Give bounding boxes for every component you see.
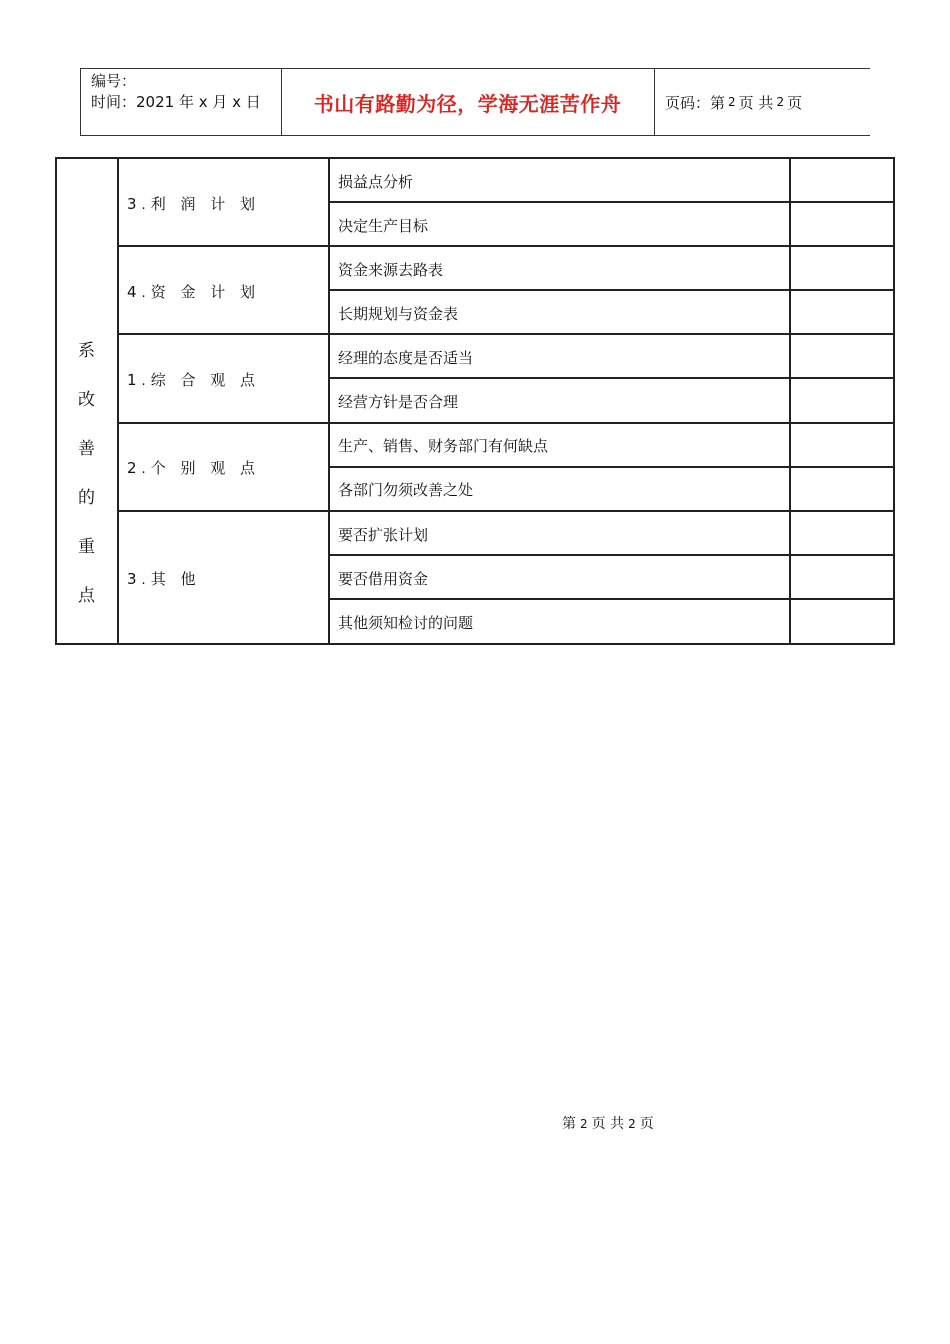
section-label-char: 点 [78,586,95,606]
checklist-item: 经营方针是否合理 [338,393,459,411]
footer-mid: 页 共 [591,1116,625,1132]
page-total: 2 [776,95,785,109]
group-label-overall-view: 1.综 合 观 点 [127,371,260,389]
section-label-char: 的 [78,488,95,508]
section-label-char: 改 [78,390,95,410]
grid-line [328,554,895,556]
page-prefix: 页码：第 [665,93,726,112]
header-divider [654,69,655,135]
header-meta [91,71,261,113]
section-label-char: 系 [78,341,95,361]
grid-line [117,245,895,247]
grid-line [328,289,895,291]
number-label: 编号： [91,72,137,90]
footer-current: 2 [580,1117,588,1131]
section-label-char: 重 [78,537,95,557]
checklist-item: 资金来源去路表 [338,261,444,279]
header-page-number [665,69,802,135]
grid-line [117,333,895,335]
checklist-item: 决定生产目标 [338,217,429,235]
checklist-item: 经理的态度是否适当 [338,349,474,367]
page-header [80,68,870,136]
checklist-item: 长期规划与资金表 [338,305,459,323]
page-footer [562,1113,654,1133]
checklist-item: 要否借用资金 [338,570,429,588]
grid-line [117,510,895,512]
date-label: 时间：2021 年 x 月 x 日 [91,93,261,111]
page-mid: 页 共 [738,93,774,112]
checklist-item: 各部门勿须改善之处 [338,481,474,499]
grid-line [789,157,791,645]
grid-line [55,643,895,645]
group-label-funding-plan: 4.资 金 计 划 [127,283,260,301]
footer-total: 2 [628,1117,636,1131]
grid-line [117,422,895,424]
checklist-table [55,157,895,645]
section-label-char: 善 [78,439,95,459]
grid-line [328,466,895,468]
grid-line [328,598,895,600]
group-label-profit-plan: 3.利 润 计 划 [127,195,260,213]
header-motto: 书山有路勤为径，学海无涯苦作舟 [313,91,622,116]
checklist-item: 其他须知检讨的问题 [338,614,474,632]
page-current: 2 [728,95,736,109]
grid-line [893,157,895,645]
grid-line [55,157,895,159]
group-label-other: 3.其 他 [127,570,201,588]
page-suffix: 页 [787,93,803,112]
grid-line [328,157,330,645]
checklist-item: 生产、销售、财务部门有何缺点 [338,437,549,455]
checklist-item: 损益点分析 [338,173,414,191]
section-label [55,327,118,621]
grid-line [328,201,895,203]
group-label-individual-view: 2.个 别 观 点 [127,459,260,477]
checklist-item: 要否扩张计划 [338,526,429,544]
footer-suffix: 页 [639,1116,654,1132]
grid-line [328,377,895,379]
footer-prefix: 第 [562,1116,576,1132]
